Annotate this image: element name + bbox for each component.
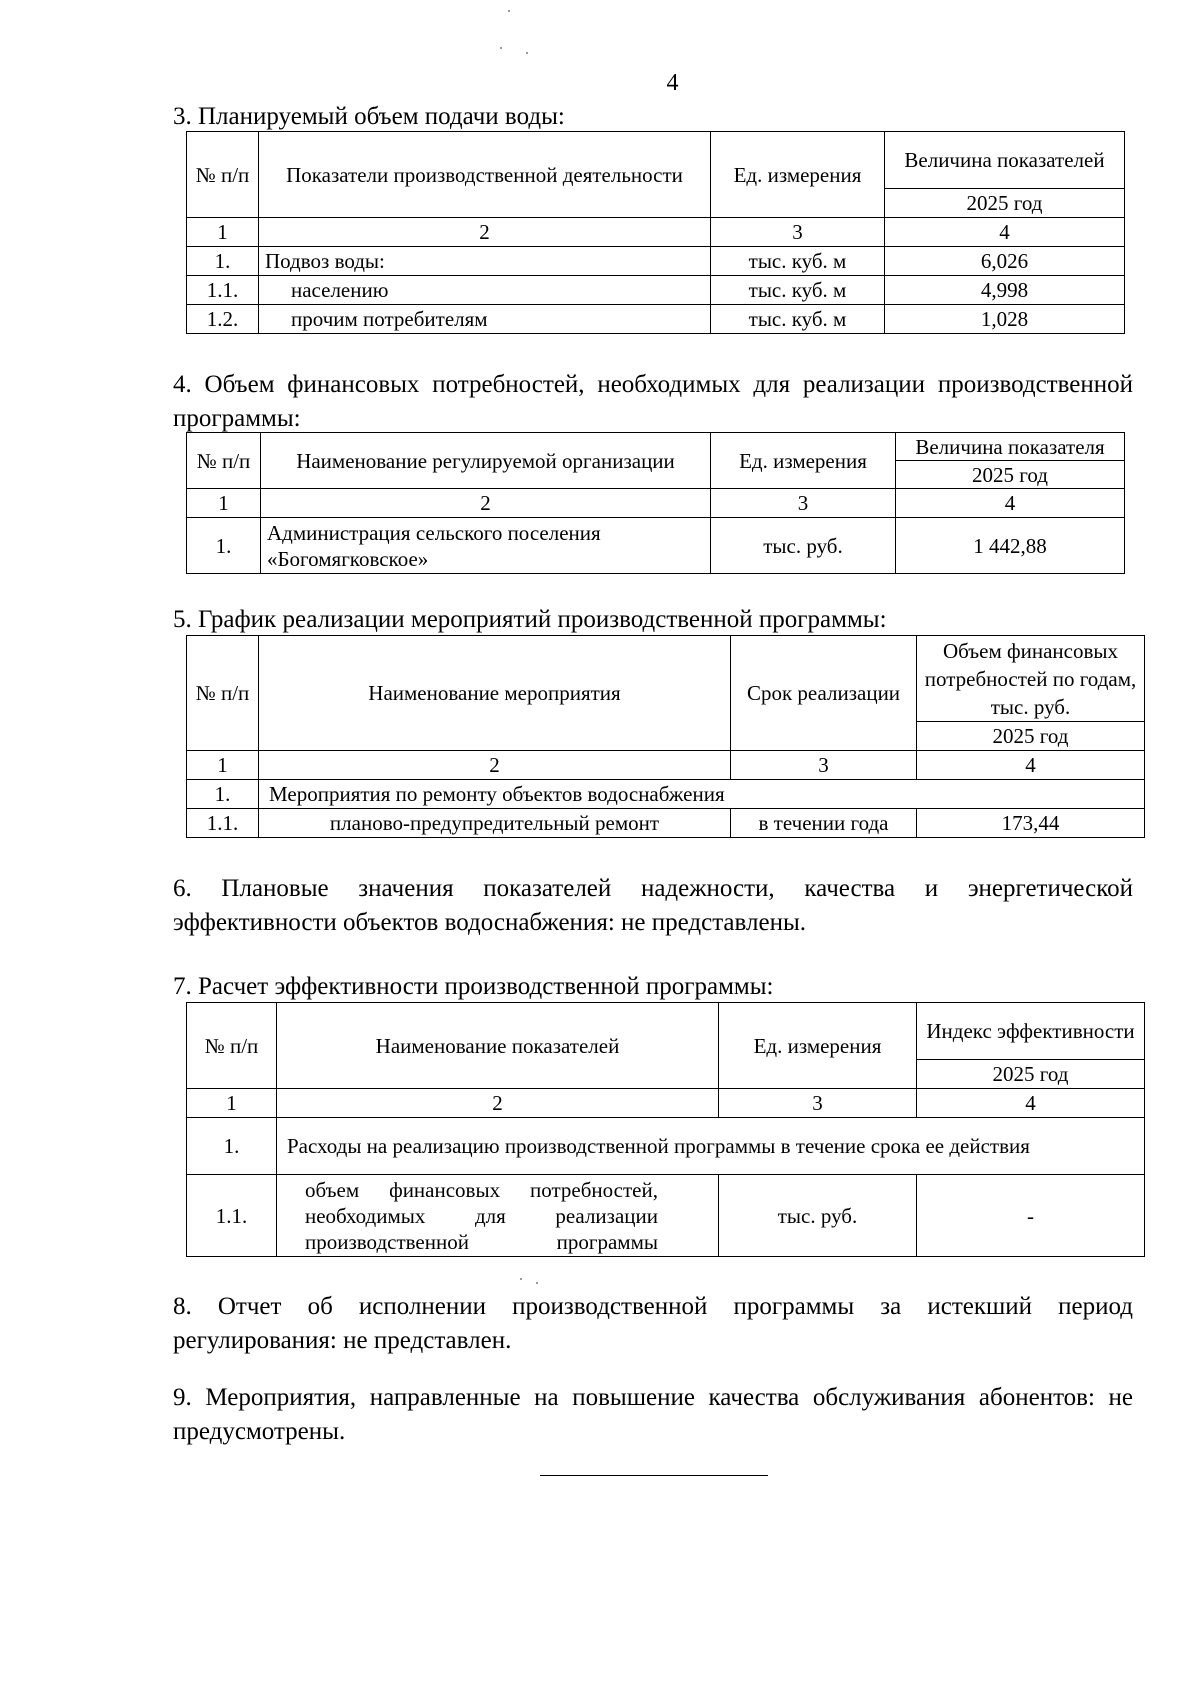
col-number: 2 xyxy=(259,218,711,247)
row-name: Администрация сельского поселения «Богомягковское» xyxy=(261,518,711,574)
col-number: 2 xyxy=(277,1089,719,1118)
row-num: 1.2. xyxy=(187,305,259,334)
schedule-table xyxy=(186,635,1145,838)
row-value: 1,028 xyxy=(885,305,1125,334)
section4-title: 4. Объем финансовых потребностей, необходимых для реализации производственной программы: xyxy=(173,371,1133,432)
row-num: 1. xyxy=(187,247,259,276)
col-number: 1 xyxy=(187,1089,277,1118)
row-num: 1.1. xyxy=(187,1175,277,1257)
col-number: 3 xyxy=(731,751,917,780)
row-term: в течении года xyxy=(731,809,917,838)
row-name: Мероприятия по ремонту объектов водоснабжения xyxy=(259,780,1145,809)
header-year: 2025 год xyxy=(885,189,1125,218)
col-number: 3 xyxy=(719,1089,917,1118)
table-row xyxy=(187,305,1125,334)
col-number: 1 xyxy=(187,751,259,780)
header-value: Величина показателя xyxy=(896,433,1125,461)
col-number: 1 xyxy=(187,489,261,518)
header-year: 2025 год xyxy=(917,722,1145,751)
row-value: 1 442,88 xyxy=(896,518,1125,574)
header-event: Наименование мероприятия xyxy=(259,636,731,751)
row-num: 1. xyxy=(187,518,261,574)
row-unit: тыс. руб. xyxy=(719,1175,917,1257)
row-name: Подвоз воды: xyxy=(259,247,711,276)
row-value: 4,998 xyxy=(885,276,1125,305)
header-num: № п/п xyxy=(187,433,261,489)
row-name: планово-предупредительный ремонт xyxy=(259,809,731,838)
row-unit: тыс. куб. м xyxy=(711,305,885,334)
col-number: 2 xyxy=(259,751,731,780)
table-row xyxy=(187,809,1145,838)
header-unit: Ед. измерения xyxy=(711,433,896,489)
col-number: 4 xyxy=(917,1089,1145,1118)
row-value: - xyxy=(917,1175,1145,1257)
header-unit: Ед. измерения xyxy=(719,1003,917,1089)
row-unit: тыс. куб. м xyxy=(711,276,885,305)
header-num: № п/п xyxy=(187,1003,277,1089)
header-indicator: Показатели производственной деятельности xyxy=(259,132,711,218)
scan-speck xyxy=(526,52,528,54)
table-row xyxy=(187,780,1145,809)
row-name: объем финансовых потребностей, необходимых для реализации производственной программы xyxy=(277,1175,719,1257)
section8-text: 8. Отчет об исполнении производственной программы за истекший период регулирования: не представлен. xyxy=(173,1293,1133,1354)
table-row xyxy=(187,276,1125,305)
section7-title: 7. Расчет эффективности производственной программы: xyxy=(173,973,774,1000)
col-number: 3 xyxy=(711,489,896,518)
header-year: 2025 год xyxy=(896,461,1125,489)
water-supply-table xyxy=(186,131,1125,334)
row-num: 1. xyxy=(187,1118,277,1175)
row-name: Расходы на реализацию производственной программы в течение срока ее действия xyxy=(277,1118,1145,1175)
section9-text: 9. Мероприятия, направленные на повышение качества обслуживания абонентов: не предусмотрены. xyxy=(173,1384,1133,1445)
header-value: Величина показателей xyxy=(885,132,1125,189)
header-org: Наименование регулируемой организации xyxy=(261,433,711,489)
scan-speck xyxy=(508,10,510,12)
row-num: 1.1. xyxy=(187,276,259,305)
section6-text: 6. Плановые значения показателей надежности, качества и энергетической эффективности объектов водоснабжения: не представлены. xyxy=(173,875,1133,936)
col-number: 3 xyxy=(711,218,885,247)
section3-title: 3. Планируемый объем подачи воды: xyxy=(173,103,565,130)
row-name: прочим потребителям xyxy=(259,305,711,334)
header-num: № п/п xyxy=(187,636,259,751)
col-number: 4 xyxy=(896,489,1125,518)
financial-needs-table xyxy=(186,432,1125,574)
table-row xyxy=(187,1175,1145,1257)
closing-rule xyxy=(540,1475,768,1476)
table-row xyxy=(187,518,1125,574)
table-row xyxy=(187,1118,1145,1175)
col-number: 1 xyxy=(187,218,259,247)
col-number: 4 xyxy=(917,751,1145,780)
row-unit: тыс. куб. м xyxy=(711,247,885,276)
row-num: 1. xyxy=(187,780,259,809)
scan-speck xyxy=(500,47,502,49)
header-index: Индекс эффективности xyxy=(917,1003,1145,1060)
header-unit: Ед. измерения xyxy=(711,132,885,218)
row-value: 6,026 xyxy=(885,247,1125,276)
page-number: 4 xyxy=(666,70,679,96)
header-volume: Объем финансовых потребностей по годам, тыс. руб. xyxy=(917,636,1145,722)
row-value: 173,44 xyxy=(917,809,1145,838)
header-num: № п/п xyxy=(187,132,259,218)
header-year: 2025 год xyxy=(917,1060,1145,1089)
col-number: 2 xyxy=(261,489,711,518)
header-indicator: Наименование показателей xyxy=(277,1003,719,1089)
row-num: 1.1. xyxy=(187,809,259,838)
header-term: Срок реализации xyxy=(731,636,917,751)
table-row xyxy=(187,247,1125,276)
row-name: населению xyxy=(259,276,711,305)
col-number: 4 xyxy=(885,218,1125,247)
scan-speck xyxy=(520,1278,522,1280)
row-unit: тыс. руб. xyxy=(711,518,896,574)
section5-title: 5. График реализации мероприятий производственной программы: xyxy=(173,606,887,633)
efficiency-table xyxy=(186,1002,1145,1257)
scan-speck xyxy=(536,1282,538,1284)
